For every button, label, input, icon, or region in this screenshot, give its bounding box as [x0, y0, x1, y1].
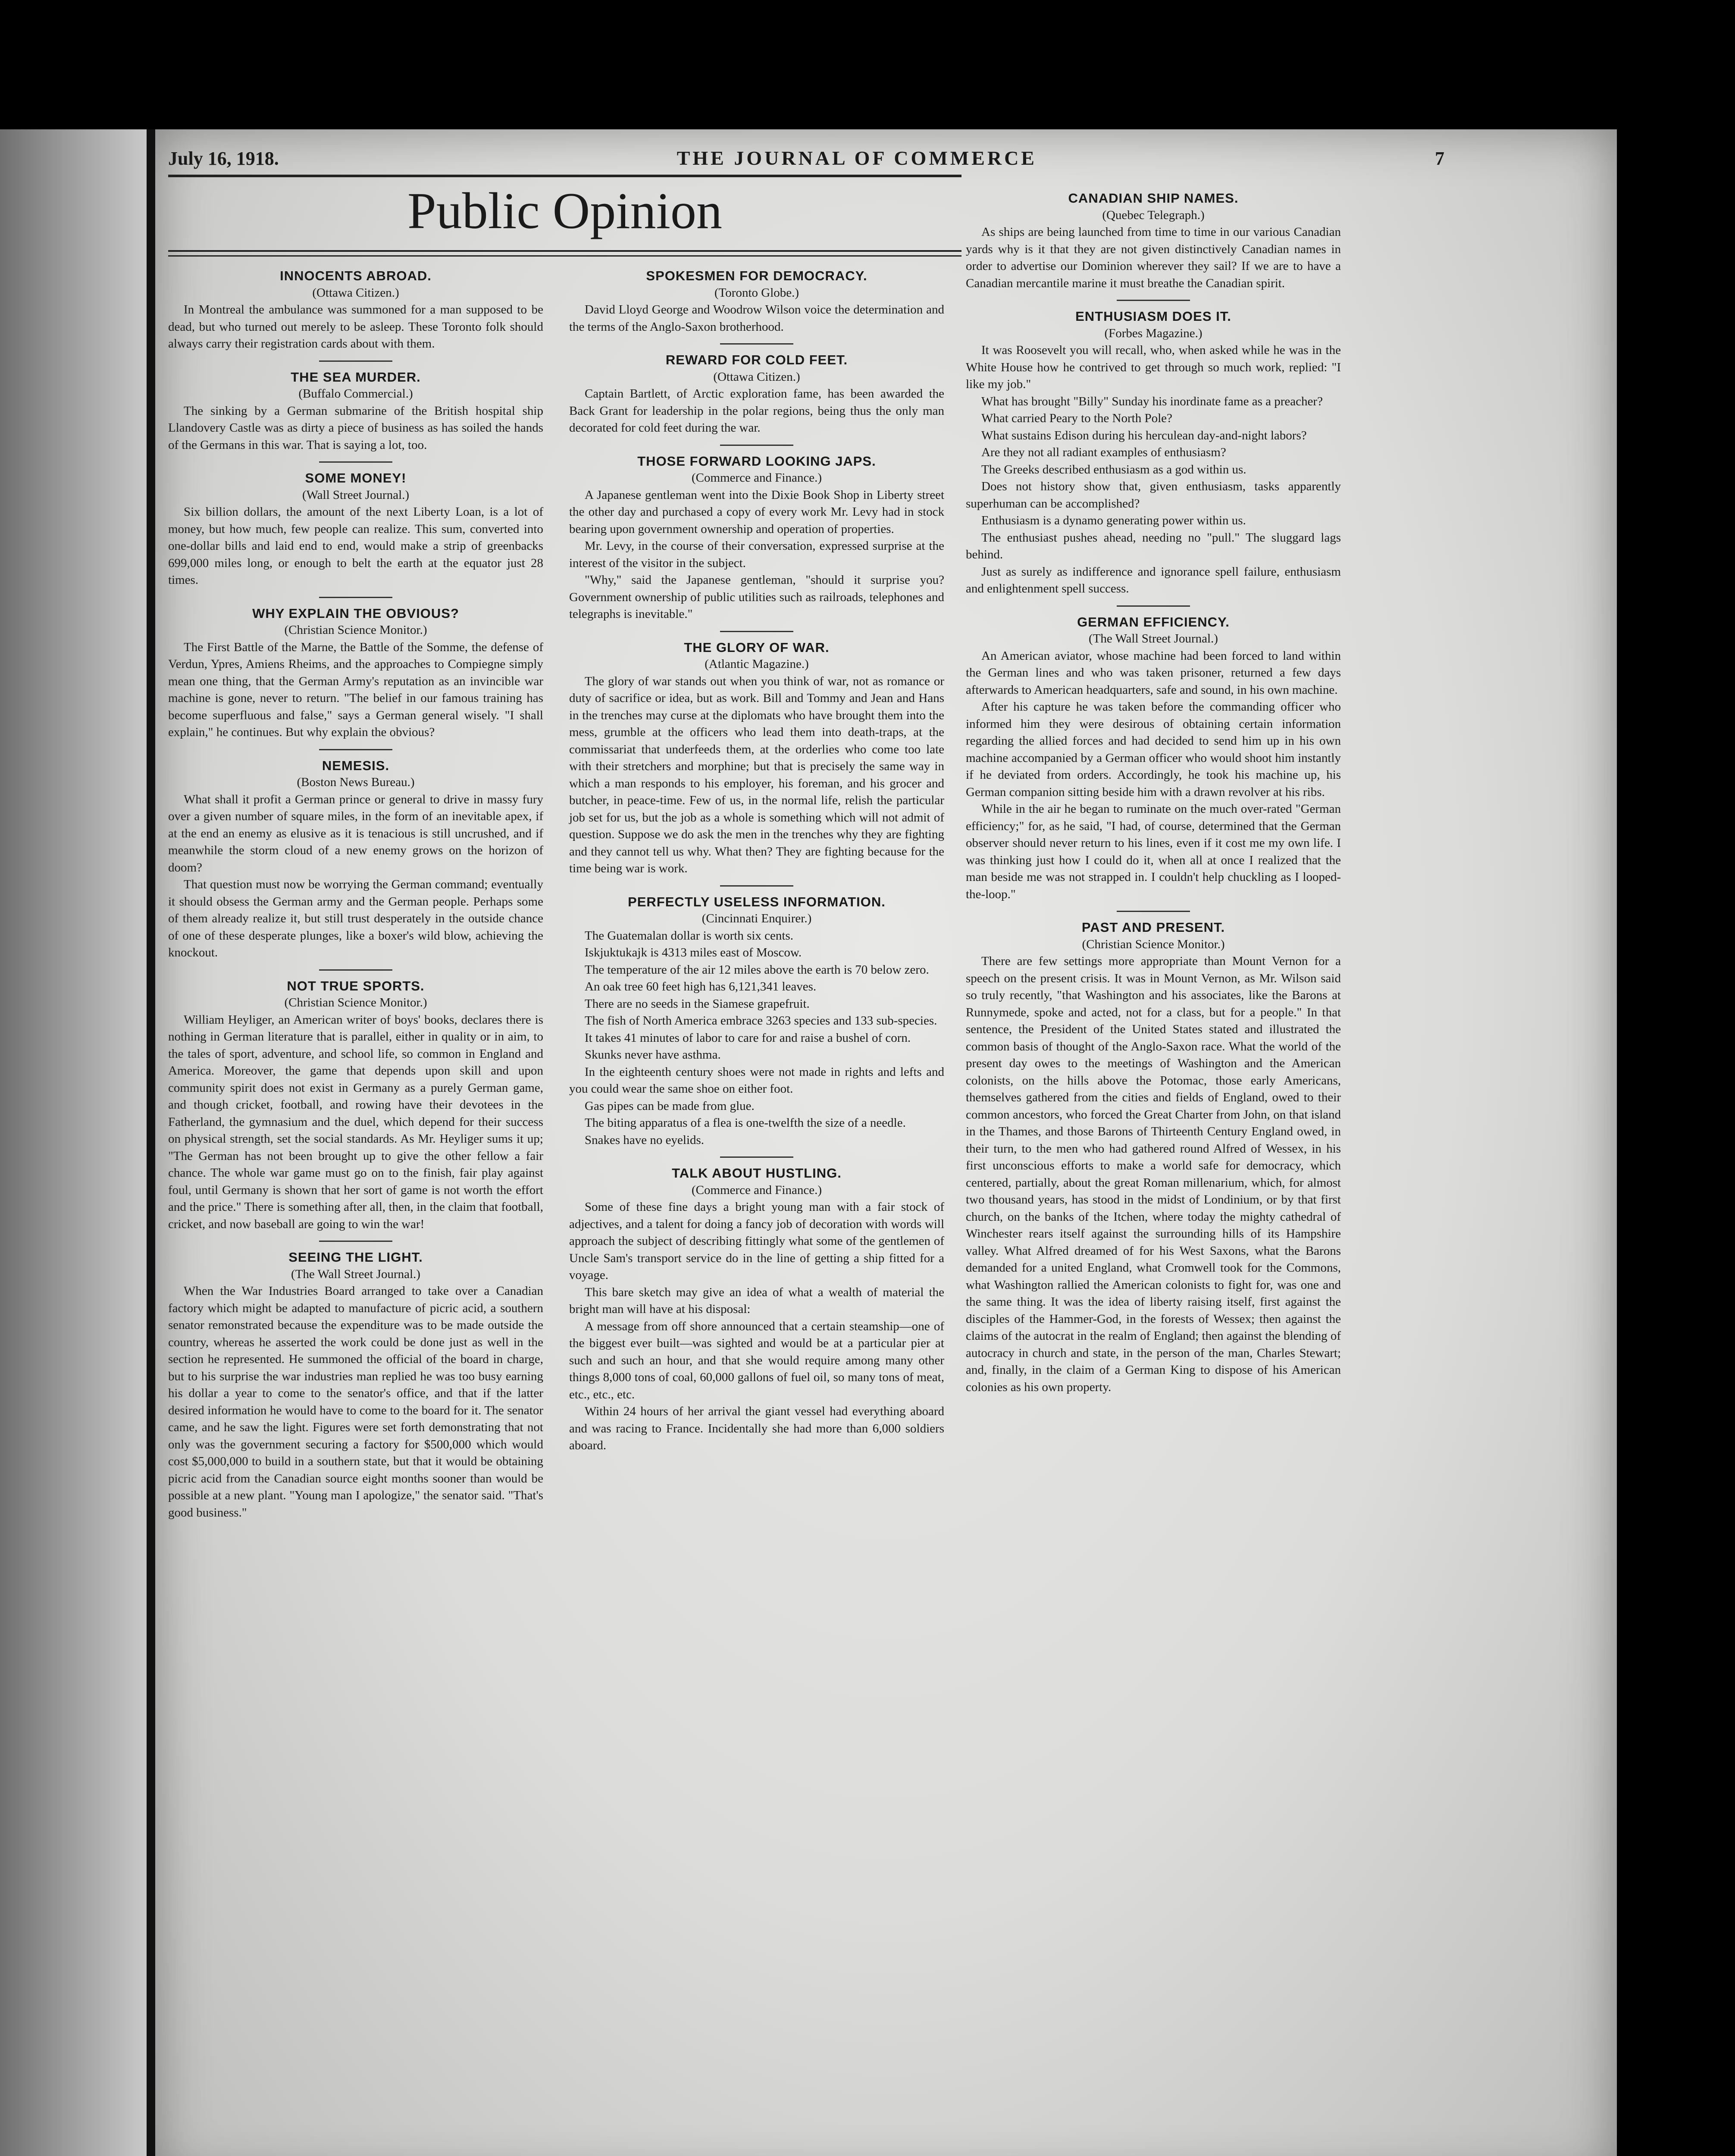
- article-source: (Buffalo Commercial.): [298, 387, 413, 401]
- article-headline: NOT TRUE SPORTS.: [287, 978, 425, 993]
- article-paragraph: When the War Industries Board arranged to take over a Canadian factory which might be adapted to manufacture of picric acid, a southern senator remonstrated because the expenditure was to be made outside the country, whereas he asserted the work could be done just as well in the section he represented. He summoned the official of the board in charge, but to his surprise the war industries man replied he was too busy earning his dollar a year to come to the senator's office, and that if the latter desired information he would have to come to the board for it. The senator came, and he saw the light. Figures were set forth demonstrating that not only was the government securing a factory for $500,000 which would cost $5,000,000 to build in a southern state, but that it would be obtaining picric acid from the Canadian source eight months sooner than would be possible at a new plant. "Young man I apologize," the senator said. "That's good business.": [168, 1284, 543, 1520]
- section-masthead: Public Opinion: [407, 182, 723, 239]
- article-source: (The Wall Street Journal.): [1089, 632, 1218, 646]
- article-paragraph: As ships are being launched from time to time in our various Canadian yards why is it that they are not given distinctively Canadian names in order to advertise our Dominion wherever they sail? If we are to have a Canadian mercantile marine it must breathe the Canadian spirit.: [966, 225, 1341, 290]
- fact-line: The fish of North America embrace 3263 species and 133 sub-species.: [585, 1014, 937, 1028]
- article-source: (Commerce and Finance.): [692, 471, 822, 485]
- adjacent-page-fragment: [0, 129, 147, 2156]
- article-paragraph: The Greeks described enthusiasm as a god within us.: [981, 462, 1246, 476]
- article-source: (Commerce and Finance.): [692, 1183, 822, 1197]
- article-paragraph: What carried Peary to the North Pole?: [981, 411, 1172, 425]
- article-source: (Cincinnati Enquirer.): [702, 912, 812, 925]
- article-divider: [720, 343, 793, 345]
- fact-line: In the eighteenth century shoes were not made in rights and lefts and you could wear the same shoe on either foot.: [569, 1065, 944, 1096]
- article-paragraph: Enthusiasm is a dynamo generating power within us.: [981, 514, 1246, 527]
- article-paragraph: The glory of war stands out when you think of war, not as romance or duty of sacrifice or idea, but as work. Bill and Tommy and Jean and Hans in the trenches may curse at the diplomats who have brought them into the mess, grumble at the officers who lead them into death-traps, at the commissariat that underfeeds them, at the orderlies who come too late with their stretchers and morphine; but that is precisely the same way in which a man responds to his employer, his foreman, and his grocer and butcher, in peace-time. Few of us, in the normal life, relish the particular job set for us, but the job as a whole is something which will not admit of question. Suppose we do ask the men in the trenches why they are fighting and they cannot tell us why. What then? They are fighting because for the time being war is work.: [569, 674, 944, 875]
- article-paragraph: Does not history show that, given enthusiasm, tasks apparently superhuman can be accomplished?: [966, 479, 1341, 511]
- article-paragraph: Captain Bartlett, of Arctic exploration fame, has been awarded the Back Grant for leadership in the polar regions, being thus the only man decorated for cold feet during the war.: [569, 387, 944, 435]
- fact-line: Gas pipes can be made from glue.: [585, 1099, 755, 1113]
- article-headline: NEMESIS.: [322, 758, 390, 773]
- column-2: [569, 267, 944, 1460]
- article-source: (Boston News Bureau.): [297, 775, 415, 789]
- article-paragraph: What shall it profit a German prince or general to drive in massy fury over a given number of square miles, in the form of an inevitable apex, if at the end an enemy as elusive as it is tenacious is still uncrushed, and if meanwhile the storm cloud of a new enemy grows on the horizon of doom?: [168, 792, 543, 874]
- fact-line: Iskjuktukajk is 4313 miles east of Moscow.: [585, 946, 802, 959]
- article-paragraph: After his capture he was taken before the commanding officer who informed him they were desirous of obtaining certain information regarding the allied forces and had decided to send him up in his own machine accompanied by a German officer who would shoot him instantly if he deviated from orders. Accordingly, he took his machine up, his German companion sitting beside him with a drawn revolver at his ribs.: [966, 700, 1341, 799]
- article-divider: [319, 597, 392, 598]
- article-headline: SOME MONEY!: [305, 470, 407, 486]
- article-headline: INNOCENTS ABROAD.: [280, 268, 432, 283]
- fact-line: Skunks never have asthma.: [585, 1048, 721, 1062]
- article: [569, 267, 944, 335]
- article-divider: [319, 360, 392, 362]
- article-source: (Wall Street Journal.): [302, 488, 410, 502]
- article-headline: THOSE FORWARD LOOKING JAPS.: [637, 453, 876, 469]
- article-headline: SPOKESMEN FOR DEMOCRACY.: [646, 268, 868, 283]
- article: [569, 351, 944, 437]
- article-paragraph: The enthusiast pushes ahead, needing no "pull." The sluggard lags behind.: [966, 530, 1341, 561]
- masthead-rule: [168, 250, 961, 257]
- article: [168, 267, 543, 353]
- article-divider: [720, 885, 793, 887]
- article-divider: [319, 461, 392, 463]
- article-paragraph: What has brought "Billy" Sunday his inordinate fame as a preacher?: [981, 394, 1323, 408]
- article-divider: [319, 969, 392, 971]
- page-number: 7: [1435, 148, 1444, 169]
- article-headline: WHY EXPLAIN THE OBVIOUS?: [252, 605, 459, 621]
- article: [966, 308, 1341, 598]
- article-paragraph: David Lloyd George and Woodrow Wilson voice the determination and the terms of the Anglo-Saxon brotherhood.: [569, 303, 944, 334]
- article-paragraph: This bare sketch may give an idea of what a wealth of material the bright man will have at his disposal:: [569, 1285, 944, 1316]
- article-headline: PAST AND PRESENT.: [1081, 920, 1225, 935]
- article-divider: [1117, 605, 1190, 607]
- article-paragraph: It was Roosevelt you will recall, who, when asked while he was in the White House how he contrived to get through so much work, replied: "I like my job.": [966, 343, 1341, 391]
- article-headline: ENTHUSIASM DOES IT.: [1075, 309, 1231, 324]
- fact-line: There are no seeds in the Siamese grapefruit.: [585, 997, 810, 1011]
- article-headline: PERFECTLY USELESS INFORMATION.: [628, 894, 886, 909]
- article-paragraph: Some of these fine days a bright young man with a fair stock of adjectives, and a talent for doing a fancy job of decoration with words will approach the subject of describing fittingly what some of the gentlemen of Uncle Sam's transport service do in the line of getting a ship fitted for a voyage.: [569, 1200, 944, 1282]
- article-paragraph: Mr. Levy, in the course of their conversation, expressed surprise at the interest of the visitor in the subject.: [569, 539, 944, 570]
- article: [168, 369, 543, 454]
- page-header: [168, 147, 1444, 172]
- article-source: (Ottawa Citizen.): [713, 370, 800, 384]
- article-paragraph: Are they not all radiant examples of enthusiasm?: [981, 445, 1226, 459]
- article-paragraph: While in the air he began to ruminate on the much over-rated "German efficiency;" for, as he said, "I had, of course, determined that the German observer should never return to his lines, even if it cost me my own life. I was thinking just how I could do it, when all at once I realized that the man beside me was not strapped in. I couldn't help chuckling as I looped-the-loop.": [966, 802, 1341, 901]
- article-paragraph: A Japanese gentleman went into the Dixie Book Shop in Liberty street the other day and purchased a copy of every work Mr. Levy had in stock bearing upon government ownership and operation of properties.: [569, 488, 944, 536]
- article: [569, 639, 944, 877]
- article-headline: TALK ABOUT HUSTLING.: [672, 1166, 842, 1181]
- header-rule: [168, 175, 961, 177]
- article-paragraph: The sinking by a German submarine of the British hospital ship Llandovery Castle was as dirty a piece of business as has soiled the hands of the Germans in this war. That is saying a lot, too.: [168, 404, 543, 452]
- article: [966, 190, 1341, 292]
- journal-title: THE JOURNAL OF COMMERCE: [676, 147, 1037, 169]
- article-paragraph: That question must now be worrying the German command; eventually it should obsess the German army and the German people. Perhaps some of them already realize it, but still trust desperately in the outside chance of one of these desperate plunges, like a boxer's wild blow, achieving the knockout.: [168, 877, 543, 959]
- article-source: (The Wall Street Journal.): [291, 1267, 420, 1281]
- article: [168, 605, 543, 741]
- article-paragraph: "Why," said the Japanese gentleman, "should it surprise you? Government ownership of public utilities such as railroads, telephones and telegraphs is inevitable.": [569, 573, 944, 621]
- article-divider: [720, 445, 793, 446]
- article-divider: [319, 749, 392, 750]
- article-source: (Toronto Globe.): [714, 285, 799, 300]
- article: [168, 470, 543, 589]
- article: [569, 893, 944, 1149]
- article-paragraph: Within 24 hours of her arrival the giant vessel had everything aboard and was racing to France. Incidentally she had more than 6,000 soldiers aboard.: [569, 1404, 944, 1452]
- article-paragraph: Just as surely as indifference and ignorance spell failure, enthusiasm and enlightenment spell success.: [966, 564, 1341, 595]
- article-source: (Forbes Magazine.): [1104, 326, 1203, 340]
- article-divider: [1117, 911, 1190, 912]
- article: [168, 978, 543, 1233]
- article: [168, 757, 543, 962]
- article-paragraph: The First Battle of the Marne, the Battle of the Somme, the defense of Verdun, Ypres, Amiens Rheims, and the approaches to Compiegne simply mean one thing, that the German Army's reputation as an invincible war machine is gone, never to return. "The belief in our famous training has become superfluous and false," says a German general wisely. "I shall explain," he continues. But why explain the obvious?: [168, 640, 543, 739]
- article-paragraph: Six billion dollars, the amount of the next Liberty Loan, is a lot of money, but how much, few people can realize. This sum, converted into one-dollar bills and laid end to end, would make a strip of greenbacks 699,000 miles long, or enough to belt the earth at the equator just 28 times.: [168, 505, 543, 587]
- fact-line: Snakes have no eyelids.: [585, 1133, 705, 1147]
- article-paragraph: There are few settings more appropriate than Mount Vernon for a speech on the present crisis. It was in Mount Vernon, as Mr. Wilson said so truly recently, "that Washington and his associates, like the Barons at Runnymede, spoke and acted, not for a class, but for a people." In that sentence, the President of the United States stated and illustrated the common basis of thought of the Anglo-Saxon race. What the world of the present day owes to the meetings of Washington and the American colonists, on the hills above the Potomac, those early Americans, themselves gathered from the cities and fields of England, owed to their common ancestors, who forced the Great Charter from John, on that island in the Thames, and those Barons of Thirteenth Century England owed, in their turn, to the men who had gathered round Alfred of Wessex, in his first unconscious efforts to make a world safe for democracy, which centered, partially, about the great Roman millenarium, which, for almost two thousand years, has stood in the midst of Londinium, or by that first church, on the banks of the Itchen, where today the mighty cathedral of Winchester rears itself against the surrounding hills of its Hampshire valley. What Alfred dreamed of for his West Saxons, what the Barons demanded for a united England, what Cromwell took for the Commons, what Washington rallied the American colonists to fight for, was one and the same thing. It was the idea of liberty raising itself, first against the disciples of the Hammer-God, in the forests of Wessex; then against the claims of the autocrat in the realm of England; then against the blending of autocracy in church and state, in the person of the man, Charles Stewart; and, finally, in the claim of a German King to dispose of his American colonies as his own property.: [966, 954, 1341, 1394]
- article-paragraph: An American aviator, whose machine had been forced to land within the German lines and who was taken prisoner, returned a few days afterwards to American headquarters, safe and sound, in his own machine.: [966, 649, 1341, 697]
- column-3: [966, 190, 1341, 1402]
- article-headline: THE SEA MURDER.: [291, 369, 421, 385]
- article-source: (Ottawa Citizen.): [312, 285, 399, 300]
- article-divider: [720, 631, 793, 632]
- article-paragraph: What sustains Edison during his herculean day-and-night labors?: [981, 428, 1307, 442]
- article-paragraph: In Montreal the ambulance was summoned for a man supposed to be dead, but who turned out merely to be asleep. These Toronto folk should always carry their registration cards about with them.: [168, 303, 543, 351]
- article-divider: [319, 1241, 392, 1242]
- fact-line: An oak tree 60 feet high has 6,121,341 leaves.: [585, 980, 817, 993]
- fact-line: The temperature of the air 12 miles above the earth is 70 below zero.: [585, 962, 929, 977]
- article-source: (Atlantic Magazine.): [705, 657, 809, 671]
- article-headline: SEEING THE LIGHT.: [288, 1250, 423, 1265]
- article: [569, 453, 944, 623]
- article-source: (Christian Science Monitor.): [284, 623, 427, 637]
- article-divider: [1117, 300, 1190, 301]
- page-gutter: [147, 129, 155, 2156]
- article-headline: REWARD FOR COLD FEET.: [665, 352, 848, 367]
- issue-date: July 16, 1918.: [168, 148, 279, 169]
- fact-line: The biting apparatus of a flea is one-twelfth the size of a needle.: [585, 1116, 906, 1130]
- article-paragraph: William Heyliger, an American writer of boys' books, declares there is nothing in German literature that is parallel, either in quality or in aim, to the tales of sport, adventure, and school life, so common in England and America. Moreover, the game that depends upon skill and upon community spirit does not exist in Germany as a purely German game, and though cricket, football, and rowing have their devotees in the Fatherland, the gymnasium and the duel, which depend for their success on physical strength, set the social standards. As Mr. Heyliger sums it up; "The German has not been brought up to give the other fellow a fair chance. The whole war game must go on to the finish, fair play against foul, until Germany is shown that her sort of game is not worth the effort and the price." There is something after all, then, in the claim that football, cricket, and now baseball are going to win the war!: [168, 1012, 543, 1231]
- article-paragraph: A message from off shore announced that a certain steamship—one of the biggest ever built—was sighted and would be at a particular pier at such and such an hour, and that she would require among many other things 8,000 tons of coal, 60,000 gallons of fuel oil, so many tons of meat, etc., etc., etc.: [569, 1319, 944, 1401]
- article: [168, 1249, 543, 1521]
- fact-line: It takes 41 minutes of labor to care for and raise a bushel of corn.: [585, 1031, 911, 1045]
- article-source: (Christian Science Monitor.): [1082, 937, 1225, 951]
- article: [966, 614, 1341, 903]
- article-divider: [720, 1156, 793, 1158]
- article: [569, 1165, 944, 1454]
- fact-line: The Guatemalan dollar is worth six cents.: [585, 928, 794, 943]
- article-headline: CANADIAN SHIP NAMES.: [1068, 191, 1239, 206]
- article-source: (Christian Science Monitor.): [284, 996, 427, 1009]
- article-headline: GERMAN EFFICIENCY.: [1077, 614, 1230, 630]
- article-source: (Quebec Telegraph.): [1102, 208, 1205, 222]
- article-headline: THE GLORY OF WAR.: [684, 639, 830, 655]
- article: [966, 919, 1341, 1396]
- column-1: [168, 267, 543, 1527]
